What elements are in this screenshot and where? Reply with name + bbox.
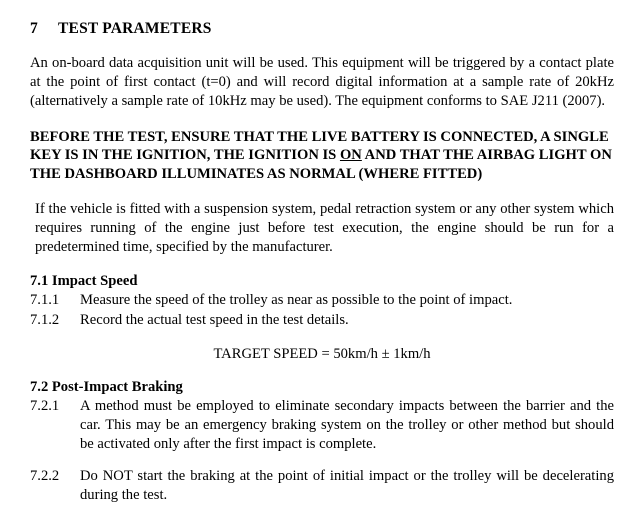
- subsection-heading-impact-speed: 7.1 Impact Speed: [30, 272, 138, 289]
- intro-paragraph: An on-board data acquisition unit will be used. This equipment will be triggered by a contact plate at the point of first contact (t=0) and will record digital information at a sample rate of 20kHz (alternatively a sample rate of 10kHz may be used). The equipment conforms to SAE J211 (2007).: [30, 55, 614, 109]
- section-title: TEST PARAMETERS: [58, 20, 212, 37]
- item-text: Record the actual test speed in the test details.: [80, 311, 349, 328]
- numbered-item: [30, 291, 614, 310]
- numbered-item: [30, 467, 614, 505]
- warning-text-part2: AND THAT THE AIRBAG LIGHT ON THE DASHBOARD ILLUMINATES AS NORMAL (WHERE FITTED): [30, 147, 612, 182]
- item-label: 7.1.2: [30, 311, 60, 328]
- target-speed-callout: TARGET SPEED = 50km/h ± 1km/h: [213, 345, 431, 362]
- warning-text-part1: BEFORE THE TEST, ENSURE THAT THE LIVE BATTERY IS CONNECTED, A SINGLE KEY IS IN THE IGNITION, THE IGNITION IS: [30, 128, 609, 164]
- warning-underlined-word: ON: [339, 147, 362, 164]
- suspension-paragraph: If the vehicle is fitted with a suspension system, pedal retraction system or any other system which requires running of the engine just before test execution, the engine should be run for a predetermined time, specified by the manufacturer.: [35, 201, 614, 255]
- item-label: 7.2.1: [30, 397, 60, 414]
- safety-warning: [30, 128, 614, 183]
- section-heading: [30, 20, 614, 38]
- numbered-item: [30, 311, 614, 330]
- item-text: Measure the speed of the trolley as near as possible to the point of impact.: [80, 291, 513, 308]
- item-text: A method must be employed to eliminate secondary impacts between the barrier and the car. This may be an emergency braking system on the trolley or other method but should be activated only after the first impact is complete.: [80, 397, 614, 452]
- numbered-item: [30, 397, 614, 454]
- section-number: 7: [30, 20, 38, 37]
- item-label: 7.1.1: [30, 291, 60, 308]
- item-text: Do NOT start the braking at the point of initial impact or the trolley will be decelerating during the test.: [80, 467, 614, 503]
- subsection-heading-post-impact-braking: 7.2 Post-Impact Braking: [30, 378, 183, 395]
- item-label: 7.2.2: [30, 467, 60, 484]
